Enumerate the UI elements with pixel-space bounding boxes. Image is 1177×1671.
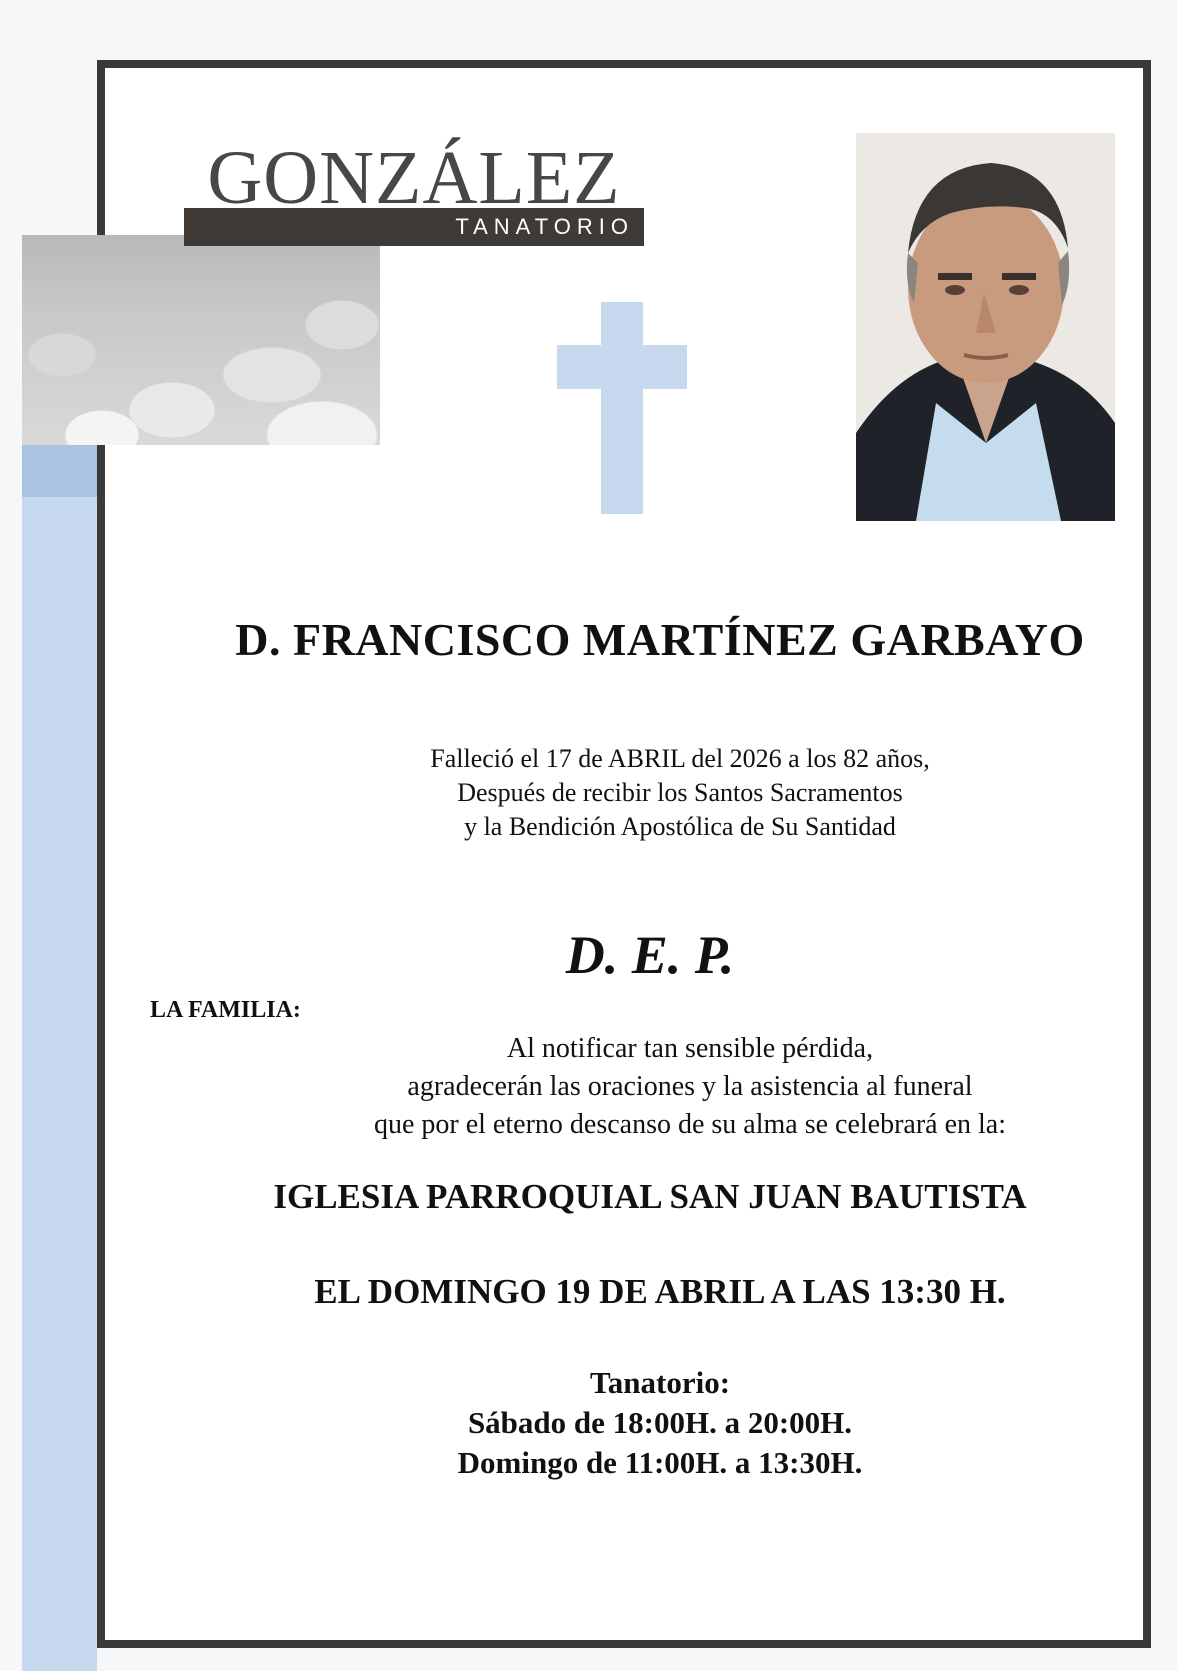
tanatorio-logo xyxy=(184,134,644,246)
logo-name: GONZÁLEZ xyxy=(207,136,621,220)
family-notice-line: Al notificar tan sensible pérdida, xyxy=(506,1033,874,1064)
death-notice-line: Después de recibir los Santos Sacramentos xyxy=(457,778,903,807)
wake-title: Tanatorio: xyxy=(589,1365,731,1400)
church-name: IGLESIA PARROQUIAL SAN JUAN BAUTISTA xyxy=(273,1177,1027,1216)
death-notice xyxy=(340,742,1020,844)
portrait-illustration xyxy=(856,133,1115,521)
death-notice-line: y la Bendición Apostólica de Su Santidad xyxy=(464,812,896,841)
rip-heading: D. E. P. xyxy=(565,925,735,985)
wake-saturday: Sábado de 18:00H. a 20:00H. xyxy=(467,1405,853,1440)
funeral-date: EL DOMINGO 19 DE ABRIL A LAS 13:30 H. xyxy=(314,1272,1006,1311)
family-notice xyxy=(280,1030,1100,1144)
logo-subtitle: TANATORIO xyxy=(455,214,634,239)
death-notice-line: Falleció el 17 de ABRIL del 2026 a los 82 años, xyxy=(430,744,930,773)
left-blue-strip xyxy=(22,445,97,1671)
family-notice-line: agradecerán las oraciones y la asistencia al funeral xyxy=(407,1071,973,1102)
deceased-name: D. FRANCISCO MARTÍNEZ GARBAYO xyxy=(235,614,1085,665)
wake-sunday: Domingo de 11:00H. a 13:30H. xyxy=(457,1445,863,1480)
wake-schedule xyxy=(360,1363,960,1483)
family-label: LA FAMILIA: xyxy=(150,997,301,1023)
portrait-photo xyxy=(856,133,1115,521)
left-blue-strip-accent xyxy=(22,445,97,497)
clouds-image xyxy=(22,235,380,445)
family-notice-line: que por el eterno descanso de su alma se celebrará en la: xyxy=(373,1109,1007,1140)
